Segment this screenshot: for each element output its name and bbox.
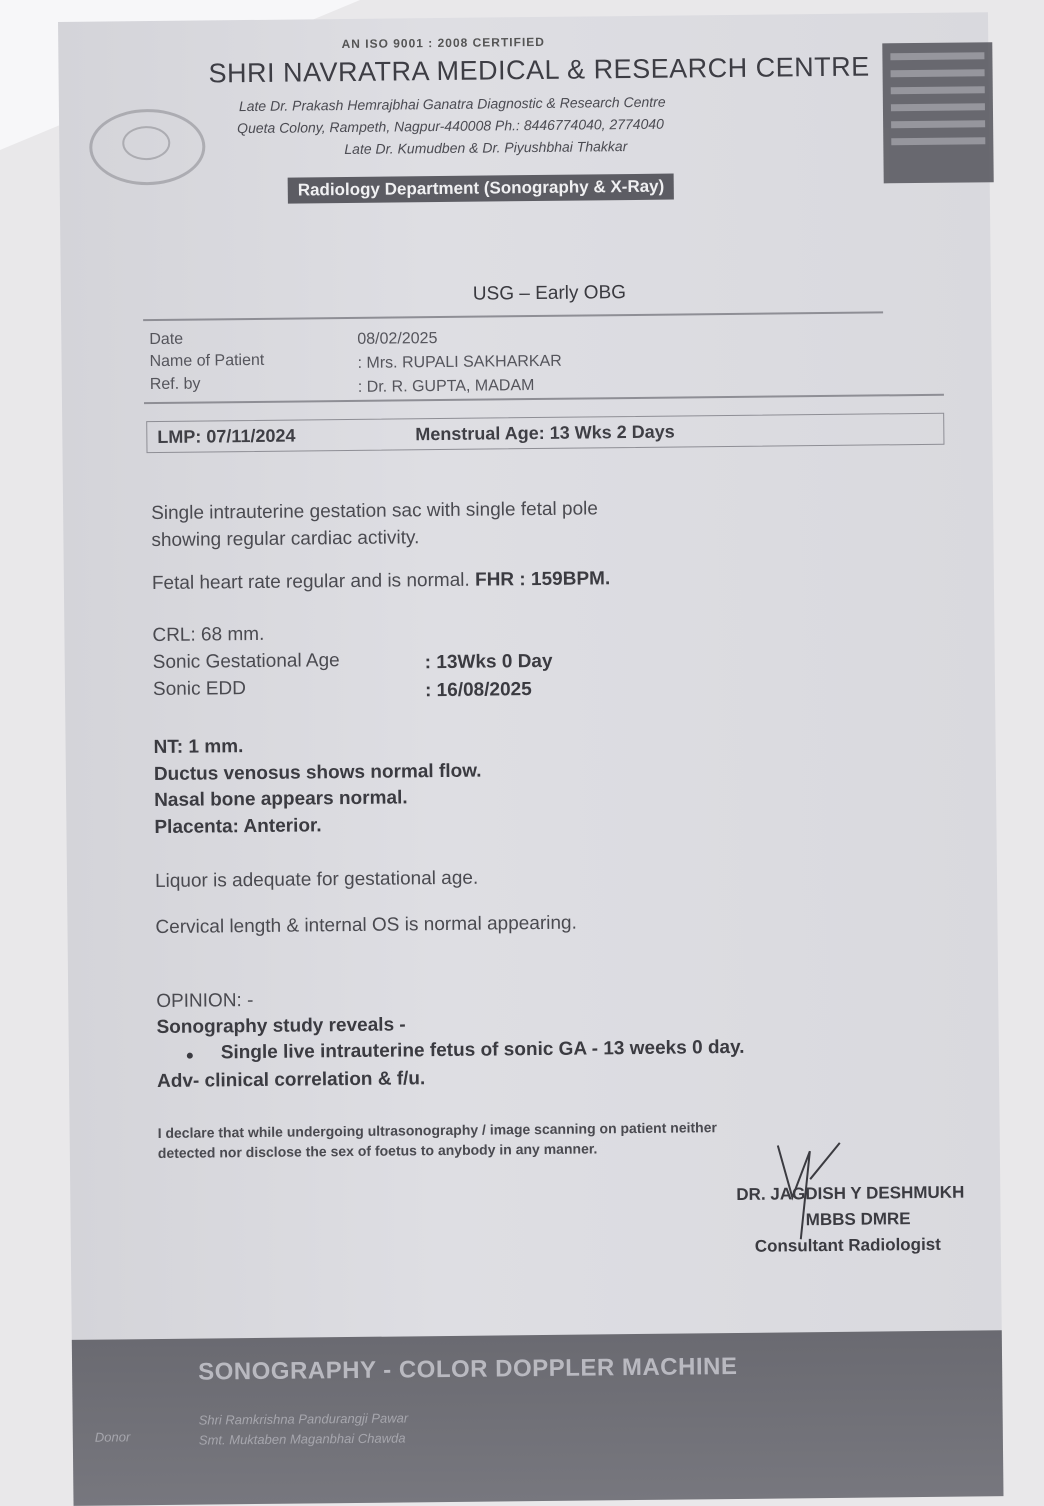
- donor-2: Smt. Muktaben Maganbhai Chawda: [198, 1430, 406, 1448]
- certification-text: AN ISO 9001 : 2008 CERTIFIED: [341, 34, 546, 52]
- header-address: Queta Colony, Rampeth, Nagpur-440008 Ph.: 8446774040, 2774040: [237, 115, 664, 137]
- report-title: USG – Early OBG: [472, 282, 627, 305]
- sonic-ga-value: : 13Wks 0 Day: [424, 650, 553, 674]
- letterhead: [58, 12, 990, 242]
- patient-value: : Mrs. RUPALI SAKHARKAR: [357, 352, 562, 372]
- fhr-value: FHR : 159BPM.: [474, 568, 611, 591]
- bullet-icon: [187, 1053, 193, 1059]
- header-line-3: Late Dr. Kumudben & Dr. Piyushbhai Thakkar: [344, 138, 628, 158]
- ref-label: Ref. by: [149, 375, 201, 394]
- donor-1: Shri Ramkrishna Pandurangji Pawar: [198, 1410, 409, 1428]
- services-panel: [882, 42, 993, 183]
- department-banner: Radiology Department (Sonography & X-Ray): [288, 174, 675, 204]
- menstrual-age: Menstrual Age: 13 Wks 2 Days: [415, 421, 675, 445]
- header-line-1: Late Dr. Prakash Hemrajbhai Ganatra Diagnostic & Research Centre: [238, 93, 666, 115]
- divider: [144, 394, 944, 404]
- donor-label: Donor: [94, 1429, 131, 1445]
- ref-value: : Dr. R. GUPTA, MADAM: [357, 377, 535, 396]
- nasal-bone: Nasal bone appears normal.: [154, 787, 408, 812]
- doctor-degree: MBBS DMRE: [805, 1209, 911, 1230]
- opinion-bullet: Single live intrauterine fetus of sonic GA - 13 weeks 0 day.: [220, 1036, 745, 1064]
- declaration-line-1: I declare that while undergoing ultrasonography / image scanning on patient neither: [157, 1119, 717, 1142]
- divider: [143, 311, 883, 321]
- fhr-line: [152, 568, 611, 595]
- sonic-edd-value: : 16/08/2025: [424, 679, 532, 702]
- gestation-line-1: Single intrauterine gestation sac with single fetal pole: [151, 498, 599, 525]
- opinion-label: OPINION: -: [156, 990, 254, 1013]
- lmp-date: LMP: 07/11/2024: [157, 425, 296, 447]
- date-label: Date: [149, 330, 184, 349]
- declaration-line-2: detected nor disclose the sex of foetus to anybody in any manner.: [157, 1140, 598, 1162]
- machine-title: SONOGRAPHY - COLOR DOPPLER MACHINE: [198, 1352, 738, 1386]
- doctor-name: DR. JAGDISH Y DESHMUKH: [736, 1182, 965, 1204]
- sonic-edd-label: Sonic EDD: [152, 678, 247, 701]
- report-sheet: [58, 12, 1003, 1506]
- doctor-title: Consultant Radiologist: [754, 1234, 941, 1256]
- placenta: Placenta: Anterior.: [154, 815, 322, 839]
- patient-label: Name of Patient: [149, 351, 265, 371]
- opinion-advice: Adv- clinical correlation & f/u.: [156, 1068, 426, 1093]
- opinion-reveals: Sonography study reveals -: [156, 1014, 406, 1039]
- liquor: Liquor is adequate for gestational age.: [154, 867, 479, 893]
- sonic-ga-label: Sonic Gestational Age: [152, 650, 340, 674]
- footer-banner: [72, 1330, 1004, 1506]
- ductus-venosus: Ductus venosus shows normal flow.: [153, 760, 482, 786]
- lmp-box: [146, 413, 944, 453]
- gestation-line-2: showing regular cardiac activity.: [151, 527, 420, 552]
- fhr-text: Fetal heart rate regular and is normal.: [151, 569, 470, 595]
- centre-name: SHRI NAVRATRA MEDICAL & RESEARCH CENTRE: [208, 51, 870, 89]
- centre-logo-icon: [89, 108, 206, 185]
- cervical-length: Cervical length & internal OS is normal appearing.: [155, 912, 577, 939]
- date-value: 08/02/2025: [357, 330, 438, 348]
- crl: CRL: 68 mm.: [152, 623, 265, 647]
- nt: NT: 1 mm.: [153, 736, 244, 759]
